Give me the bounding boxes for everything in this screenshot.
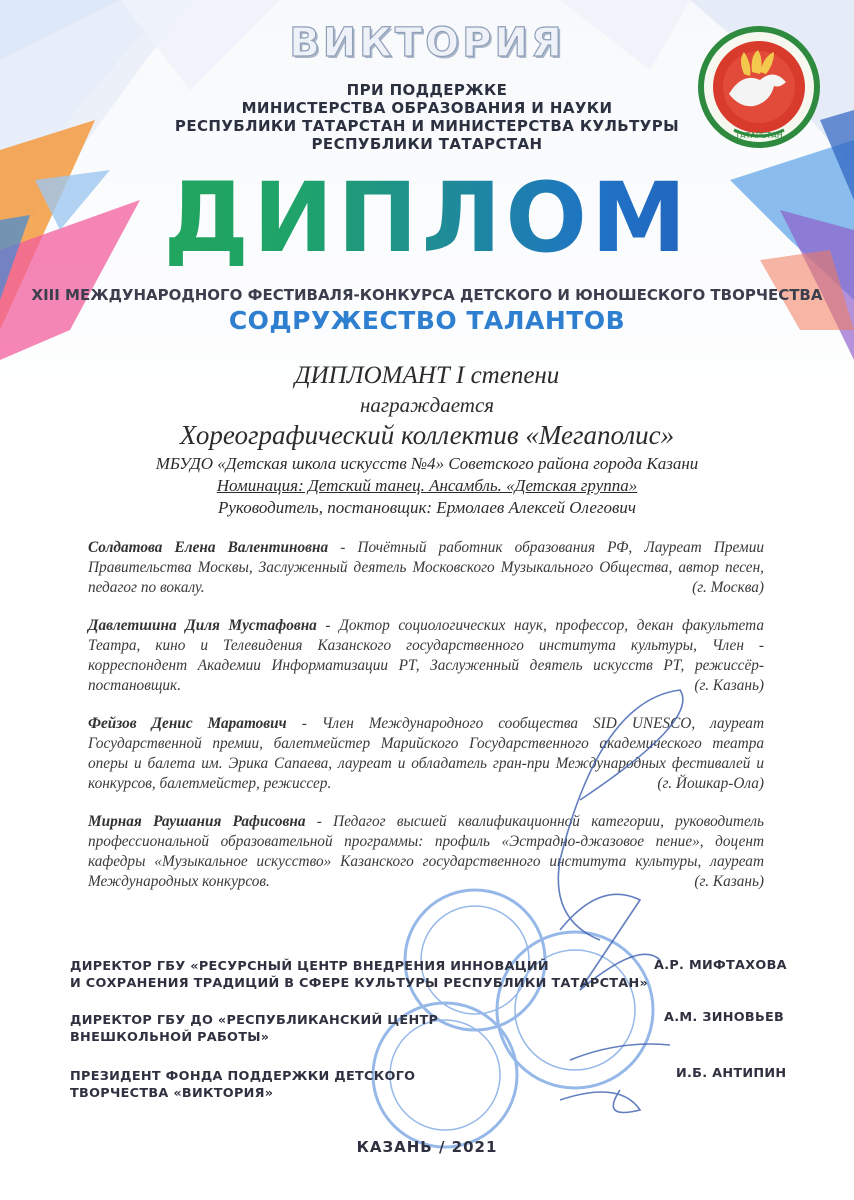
- jury-member: [88, 616, 764, 696]
- jury-member: [88, 538, 764, 598]
- jury-member-text: - Доктор социологических наук, профессор, декан факультета Театра, кино и Телевидения Казанского государственного института культуры, Член - корреспондент Академии Информатизации РТ, Заслуженный деятель искусств РТ, режиссёр- постановщик.: [88, 617, 764, 694]
- jury-member-name: Солдатова Елена Валентиновна: [88, 539, 329, 556]
- signature-title: ПРЕЗИДЕНТ ФОНДА ПОДДЕРЖКИ ДЕТСКОГО ТВОРЧЕСТВА «ВИКТОРИЯ»: [70, 1069, 416, 1101]
- signature-name: И.Б. АНТИПИН: [676, 1066, 787, 1081]
- brand-logo: ВИКТОРИЯ: [289, 20, 565, 66]
- award-recipient: Хореографический коллектив «Мегаполис»: [179, 420, 675, 450]
- page-title: ДИПЛОМ: [0, 168, 854, 268]
- festival-line: XIII МЕЖДУНАРОДНОГО ФЕСТИВАЛЯ-КОНКУРСА ДЕТСКОГО И ЮНОШЕСКОГО ТВОРЧЕСТВА: [31, 286, 823, 304]
- support-line-1: ПРИ ПОДДЕРЖКЕ: [346, 81, 508, 99]
- jury-member-city: (г. Москва): [692, 579, 764, 596]
- award-leader: Руководитель, постановщик: Ермолаев Алексей Олегович: [217, 498, 637, 517]
- jury-member: [88, 714, 764, 794]
- jury-member-name: Давлетшина Диля Мустафовна: [88, 617, 317, 634]
- emblem-label: ТАТАРСТАН: [735, 131, 783, 140]
- jury-member-text: - Член Международного сообщества SID UNESCO, лауреат Государственной премии, балетмейстер Марийского Государственного академического театра оперы и балета им. Эрика Сапаева, лауреат и обладатель гран-при Международных фестивалей и конкурсов, балетмейстер, режиссер.: [88, 715, 765, 792]
- signature-name: А.М. ЗИНОВЬЕВ: [664, 1010, 785, 1025]
- support-line-3: РЕСПУБЛИКИ ТАТАРСТАН И МИНИСТЕРСТВА КУЛЬТУРЫ: [174, 117, 680, 135]
- support-line-4: РЕСПУБЛИКИ ТАТАРСТАН: [311, 135, 543, 153]
- tatarstan-emblem-icon: [694, 22, 824, 152]
- jury-member-text: - Педагог высшей квалификационной категории, руководитель профессиональной образовательной программы: профиль «Эстрадно-джазовое пение», доцент кафедры «Музыкальное искусство» Казанского государственного института культуры, лауреат Международных конкурсов.: [88, 813, 764, 890]
- signature-title: ДИРЕКТОР ГБУ ДО «РЕСПУБЛИКАНСКИЙ ЦЕНТР ВНЕШКОЛЬНОЙ РАБОТЫ»: [70, 1013, 439, 1045]
- award-nomination: Номинация: Детский танец. Ансамбль. «Детская группа»: [216, 476, 638, 495]
- award-degree: ДИПЛОМАНТ I степени: [294, 362, 560, 389]
- jury-member: [88, 812, 764, 892]
- jury-member-name: Фейзов Денис Маратович: [88, 715, 287, 732]
- support-line-2: МИНИСТЕРСТВА ОБРАЗОВАНИЯ И НАУКИ: [241, 99, 613, 117]
- signature-title: ДИРЕКТОР ГБУ «РЕСУРСНЫЙ ЦЕНТР ВНЕДРЕНИЯ ИННОВАЦИЙ И СОХРАНЕНИЯ ТРАДИЦИЙ В СФЕРЕ КУЛЬТУРЫ РЕСПУБЛИКИ ТАТАРСТАН»: [70, 959, 649, 991]
- jury-member-city: (г. Йошкар-Ола): [657, 775, 764, 792]
- jury-member-city: (г. Казань): [694, 873, 764, 890]
- jury-member-text: - Почётный работник образования РФ, Лауреат Премии Правительства Москвы, Заслуженный деятель Московского Музыкального Общества, автор песен, педагог по вокалу.: [88, 539, 764, 596]
- jury-member-name: Мирная Раушания Рафисовна: [88, 813, 306, 830]
- jury-member-city: (г. Казань): [694, 677, 764, 694]
- award-institution: МБУДО «Детская школа искусств №4» Советского района города Казани: [155, 454, 699, 473]
- festival-name: СОДРУЖЕСТВО ТАЛАНТОВ: [228, 306, 626, 335]
- award-awarded: награждается: [359, 393, 495, 417]
- signature-name: А.Р. МИФТАХОВА: [654, 958, 787, 973]
- city-year: КАЗАНЬ / 2021: [356, 1138, 498, 1156]
